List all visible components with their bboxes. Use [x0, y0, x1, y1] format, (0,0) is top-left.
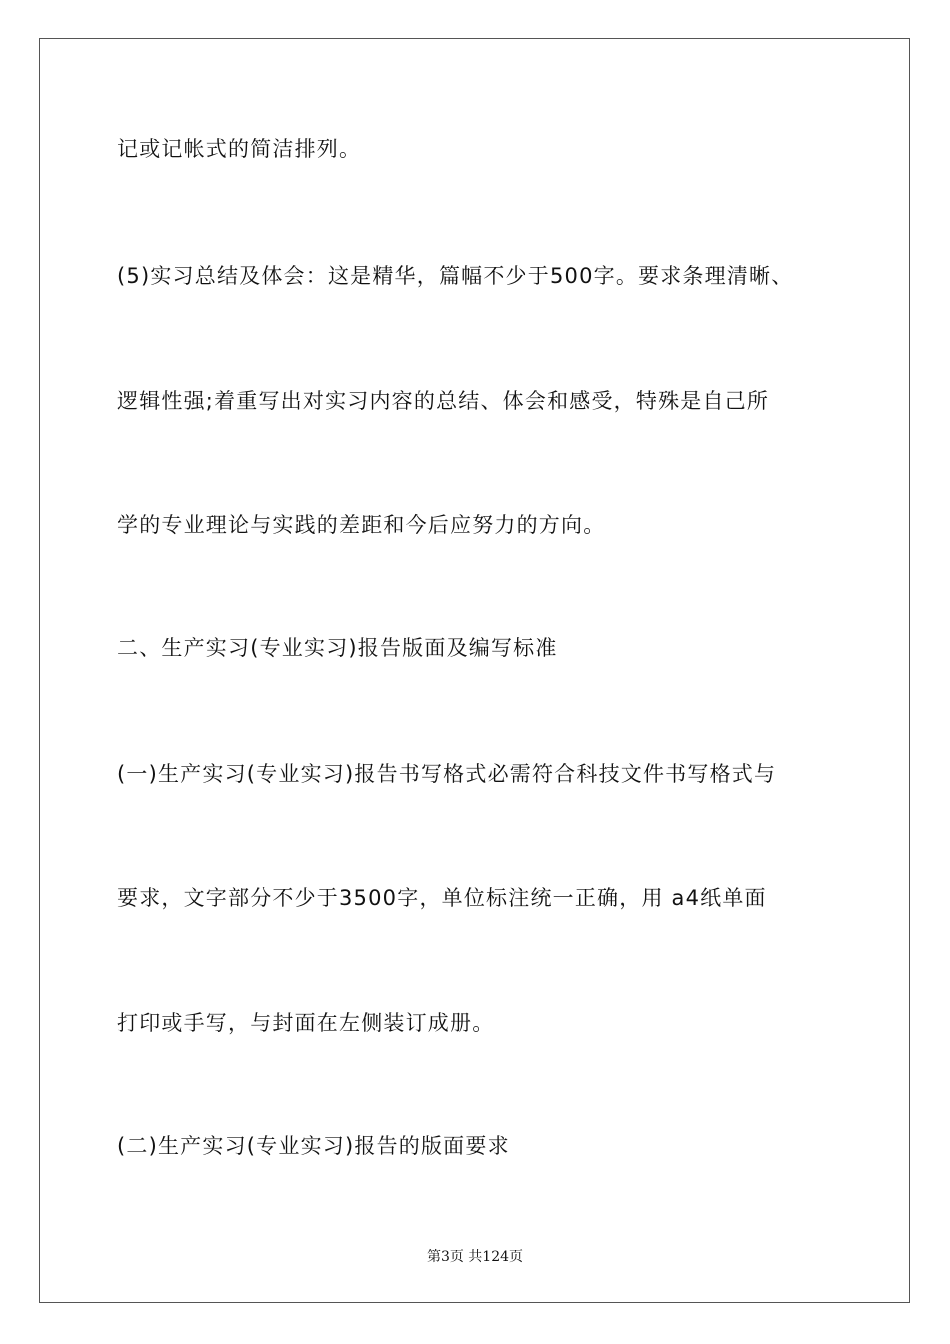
page-border	[39, 38, 910, 1303]
text-line: 逻辑性强;着重写出对实习内容的总结、体会和感受，特殊是自己所	[117, 389, 770, 413]
text-line: 记或记帐式的简洁排列。	[117, 137, 362, 161]
text-line: (5)实习总结及体会：这是精华，篇幅不少于500字。要求条理清晰、	[117, 264, 794, 288]
subsection-heading: (二)生产实习(专业实习)报告的版面要求	[117, 1134, 510, 1158]
text-line: 打印或手写，与封面在左侧装订成册。	[117, 1011, 495, 1035]
text-line: 学的专业理论与实践的差距和今后应努力的方向。	[117, 513, 606, 537]
text-line: 要求，文字部分不少于3500字，单位标注统一正确，用 a4纸单面	[117, 886, 767, 910]
text-line: (一)生产实习(专业实习)报告书写格式必需符合科技文件书写格式与	[117, 762, 777, 786]
section-heading: 二、生产实习(专业实习)报告版面及编写标准	[117, 636, 558, 660]
page-number-footer: 第3页 共124页	[426, 1249, 524, 1265]
